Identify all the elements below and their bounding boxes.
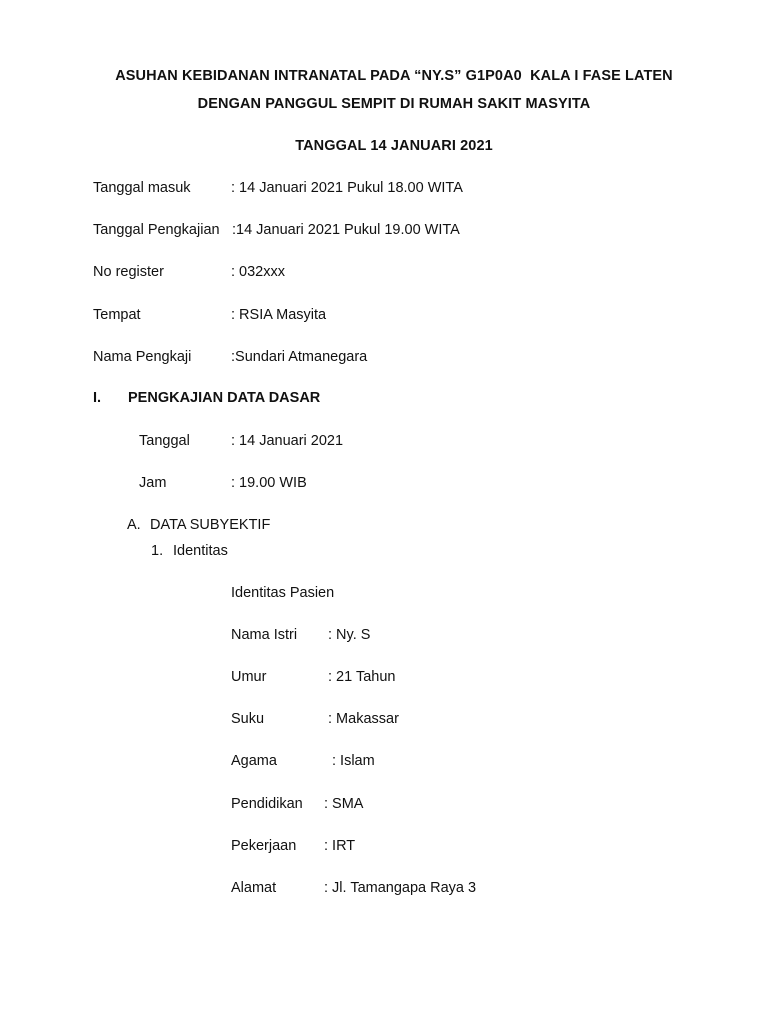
admission-value-no-register: : 032xxx <box>231 264 285 280</box>
document-title-line2: DENGAN PANGGUL SEMPIT DI RUMAH SAKIT MASYITA <box>197 96 591 112</box>
patient-label-agama: Agama <box>231 753 277 769</box>
admission-label-tanggal-masuk: Tanggal masuk <box>93 180 191 196</box>
section-value-tanggal: : 14 Januari 2021 <box>231 433 344 449</box>
admission-label-tanggal-pengkajian: Tanggal Pengkajian <box>93 222 220 238</box>
patient-label-umur: Umur <box>231 669 267 685</box>
patient-label-suku: Suku <box>231 711 265 727</box>
admission-label-tempat: Tempat <box>93 307 141 323</box>
admission-value-tanggal-pengkajian: :14 Januari 2021 Pukul 19.00 WITA <box>232 222 460 238</box>
patient-label-pendidikan: Pendidikan <box>231 796 303 812</box>
patient-value-umur: : 21 Tahun <box>328 669 396 685</box>
section-label-jam: Jam <box>139 475 167 491</box>
patient-value-suku: : Makassar <box>328 711 399 727</box>
admission-label-no-register: No register <box>93 264 164 280</box>
patient-value-pendidikan: : SMA <box>324 796 364 812</box>
section-title: PENGKAJIAN DATA DASAR <box>128 390 321 406</box>
patient-label-pekerjaan: Pekerjaan <box>231 838 297 854</box>
list-item-marker: 1. <box>151 543 164 559</box>
admission-label-nama-pengkaji: Nama Pengkaji <box>93 349 192 365</box>
patient-value-alamat: : Jl. Tamangapa Raya 3 <box>324 880 477 896</box>
section-value-jam: : 19.00 WIB <box>231 475 307 491</box>
patient-value-pekerjaan: : IRT <box>324 838 356 854</box>
patient-value-nama-istri: : Ny. S <box>328 627 371 643</box>
admission-value-tanggal-masuk: : 14 Januari 2021 Pukul 18.00 WITA <box>231 180 463 196</box>
subsection-title: DATA SUBYEKTIF <box>150 517 271 533</box>
patient-label-nama-istri: Nama Istri <box>231 627 298 643</box>
document-title-line1: ASUHAN KEBIDANAN INTRANATAL PADA “NY.S” G1P0A0 KALA I FASE LATEN <box>115 68 673 84</box>
patient-label-alamat: Alamat <box>231 880 277 896</box>
admission-value-tempat: : RSIA Masyita <box>231 307 327 323</box>
subsection-marker: A. <box>127 517 141 533</box>
patient-identity-heading: Identitas Pasien <box>231 585 335 601</box>
list-item-identitas: Identitas <box>173 543 228 559</box>
patient-value-agama: : Islam <box>332 753 375 769</box>
document-date-heading: TANGGAL 14 JANUARI 2021 <box>295 138 493 154</box>
section-label-tanggal: Tanggal <box>139 433 190 449</box>
admission-value-nama-pengkaji: :Sundari Atmanegara <box>231 349 368 365</box>
section-number: I. <box>93 390 102 406</box>
